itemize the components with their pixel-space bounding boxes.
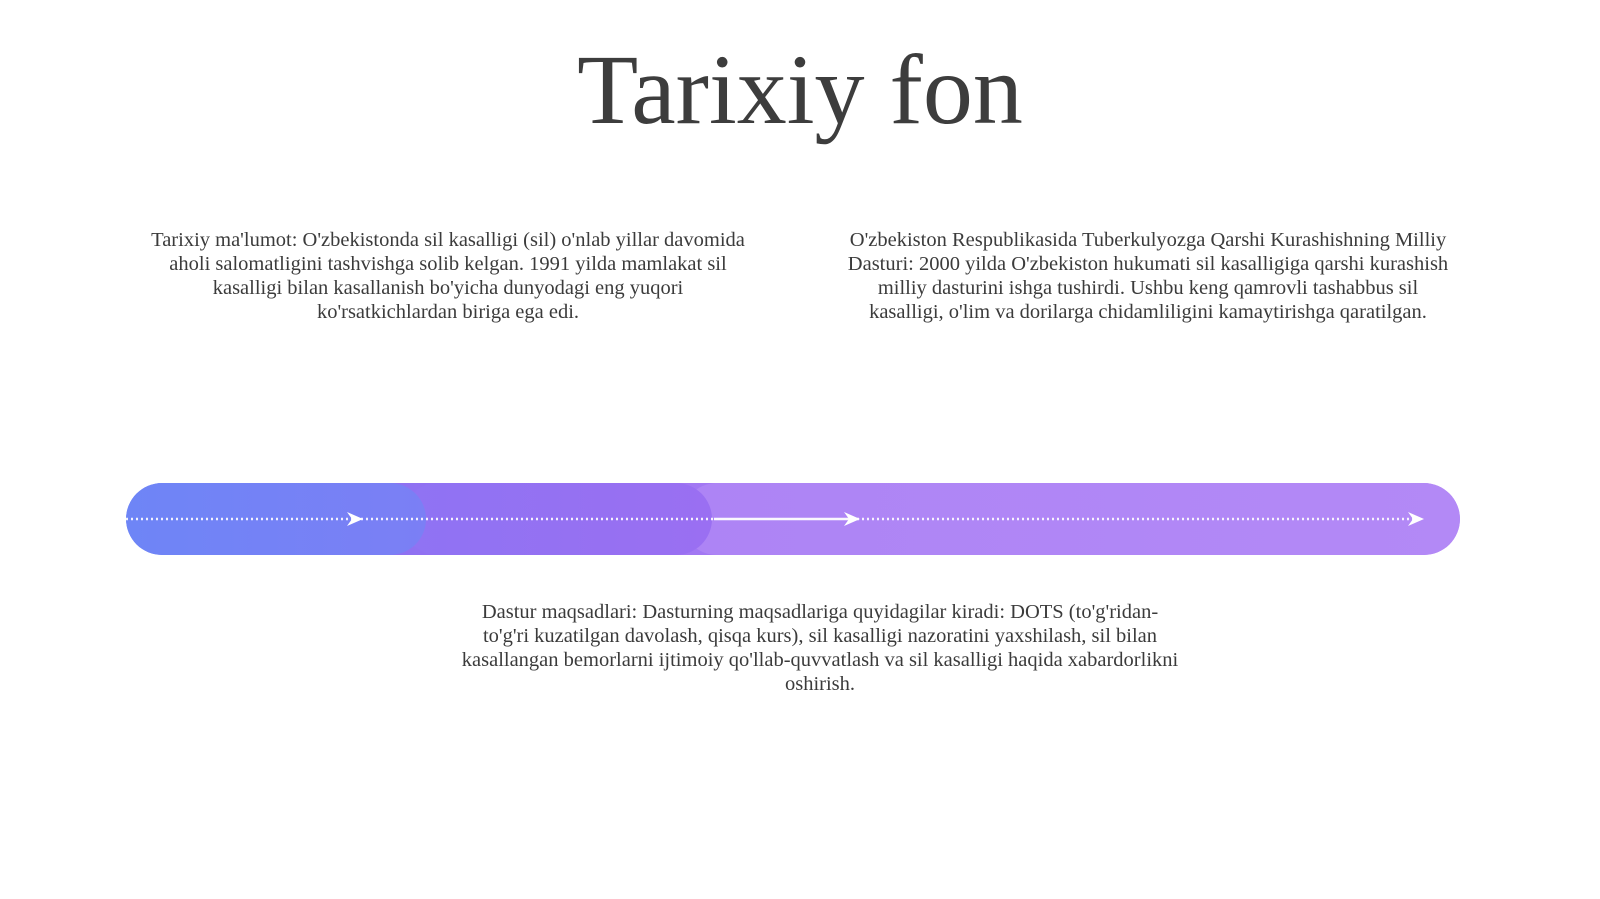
arrow-right-icon	[1408, 512, 1424, 526]
timeline-line	[126, 483, 1460, 555]
arrow-right-icon	[347, 512, 363, 526]
program-goals-paragraph: Dastur maqsadlari: Dasturning maqsadlariga quyidagilar kiradi: DOTS (to'g'ridan-to'g'ri kuzatilgan davolash, qisqa kurs), sil kasalligi nazoratini yaxshilash, sil bilan kasallangan bemorlarni ijtimoiy qo'llab-quvvatlash va sil kasalligi haqida xabardorlikni oshirish.	[461, 601, 1179, 695]
history-paragraph: Tarixiy ma'lumot: O'zbekistonda sil kasalligi (sil) o'nlab yillar davomida aholi salomatligini tashvishga solib kelgan. 1991 yilda mamlakat sil kasalligi bilan kasallanish bo'yicha dunyodagi eng yuqori ko'rsatkichlardan biriga ega edi.	[151, 229, 745, 323]
national-program-paragraph: O'zbekiston Respublikasida Tuberkulyozga Qarshi Kurashishning Milliy Dasturi: 2000 yilda O'zbekiston hukumati sil kasalligiga qarshi kurashish milliy dasturini ishga tushirdi. Ushbu keng qamrovli tashabbus sil kasalligi, o'lim va dorilarga chidamliligini kamaytirishga qaratilgan.	[847, 229, 1449, 323]
slide-title: Tarixiy fon	[577, 34, 1023, 145]
timeline-bar	[126, 483, 1460, 555]
